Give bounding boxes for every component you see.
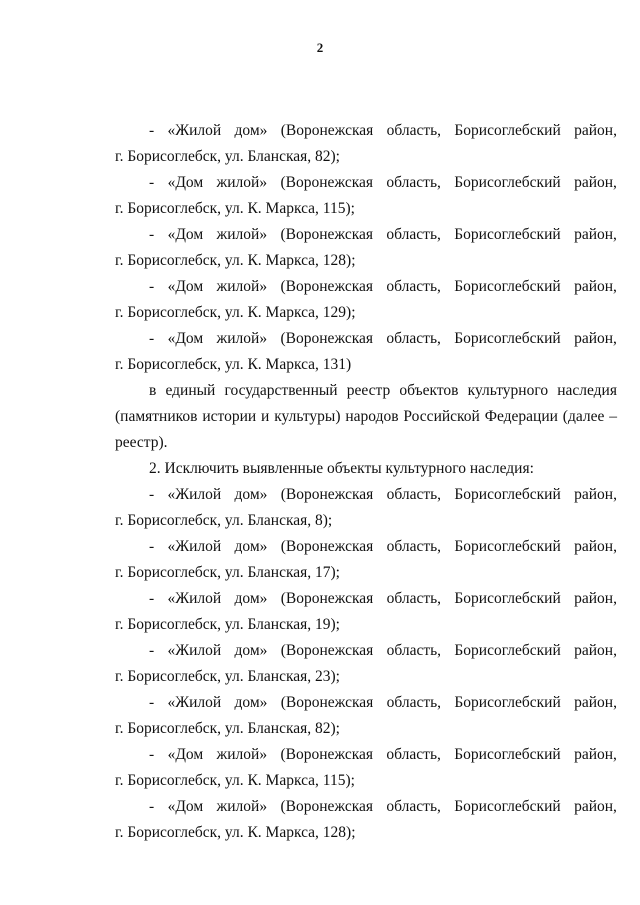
list-item-first-line <box>115 326 617 352</box>
word: (Воронежская <box>280 226 374 243</box>
word: «Дом <box>167 746 204 763</box>
word: (Воронежская <box>280 538 374 555</box>
list-item-address: г. Борисоглебск, ул. Бланская, 23); <box>115 668 340 685</box>
word: область, <box>386 174 441 191</box>
list-item-address: г. Борисоглебск, ул. К. Маркса, 129); <box>115 304 356 321</box>
word: район, <box>574 590 617 607</box>
word: «Жилой <box>167 590 222 607</box>
word: область, <box>386 746 441 763</box>
list-item-first-line <box>115 794 617 820</box>
list-item-first-line <box>115 742 617 768</box>
list-item-address: г. Борисоглебск, ул. Бланская, 17); <box>115 564 340 581</box>
word: «Дом <box>167 226 204 243</box>
word: - <box>149 590 155 607</box>
word: Борисоглебский <box>454 642 561 659</box>
word: район, <box>574 330 617 347</box>
word: жилой» <box>216 798 268 815</box>
list-item-address: г. Борисоглебск, ул. К. Маркса, 115); <box>115 200 355 217</box>
word: - <box>149 486 155 503</box>
word: «Жилой <box>167 694 222 711</box>
word: (Воронежская <box>280 330 374 347</box>
word: дом» <box>234 122 268 139</box>
word: область, <box>386 278 441 295</box>
word: «Дом <box>167 174 204 191</box>
word: область, <box>386 694 442 711</box>
word: (Воронежская <box>280 798 374 815</box>
word: область, <box>386 642 442 659</box>
word: «Дом <box>167 798 204 815</box>
word: район, <box>574 174 617 191</box>
word: Борисоглебский <box>454 174 561 191</box>
list-item-address: г. Борисоглебск, ул. К. Маркса, 131) <box>115 356 352 373</box>
list-item-address: г. Борисоглебск, ул. Бланская, 8); <box>115 512 333 529</box>
word: жилой» <box>216 330 268 347</box>
word: район, <box>574 122 617 139</box>
word: район, <box>574 538 617 555</box>
word: (Воронежская <box>280 278 374 295</box>
list-item-first-line <box>115 586 617 612</box>
list-item-address: г. Борисоглебск, ул. К. Маркса, 115); <box>115 772 355 789</box>
word: дом» <box>234 486 268 503</box>
list-item-first-line <box>115 638 617 664</box>
word: Борисоглебский <box>454 538 561 555</box>
registry-paragraph: в единый государственный реестр объектов культурного наследия (памятников истории и культуры) народов Российской Федерации (далее – реестр). <box>115 382 617 451</box>
word: (Воронежская <box>280 174 374 191</box>
word: жилой» <box>216 226 268 243</box>
list-item-address: г. Борисоглебск, ул. К. Маркса, 128); <box>115 824 356 841</box>
word: Борисоглебский <box>454 746 561 763</box>
word: (Воронежская <box>280 694 374 711</box>
word: Борисоглебский <box>454 330 561 347</box>
word: район, <box>574 486 617 503</box>
word: район, <box>574 746 617 763</box>
list-item-first-line <box>115 274 617 300</box>
word: «Дом <box>167 330 204 347</box>
list-item-first-line <box>115 534 617 560</box>
word: (Воронежская <box>280 486 374 503</box>
list-item-first-line <box>115 482 617 508</box>
word: область, <box>386 538 442 555</box>
word: - <box>149 226 155 243</box>
list-item-first-line <box>115 118 617 144</box>
word: район, <box>574 642 617 659</box>
word: жилой» <box>216 278 268 295</box>
word: область, <box>386 226 441 243</box>
word: «Жилой <box>167 122 222 139</box>
word: область, <box>386 122 442 139</box>
page-number: 2 <box>316 40 324 55</box>
list-item-first-line <box>115 170 617 196</box>
word: - <box>149 798 155 815</box>
word: дом» <box>234 590 268 607</box>
word: «Жилой <box>167 486 222 503</box>
word: район, <box>574 694 617 711</box>
word: район, <box>574 226 617 243</box>
word: Борисоглебский <box>454 226 561 243</box>
word: Борисоглебский <box>454 486 561 503</box>
word: - <box>149 746 155 763</box>
list-a <box>115 118 617 378</box>
word: Борисоглебский <box>454 798 561 815</box>
list-item-address: г. Борисоглебск, ул. Бланская, 82); <box>115 720 340 737</box>
word: дом» <box>234 538 268 555</box>
word: «Жилой <box>167 642 222 659</box>
word: (Воронежская <box>280 642 374 659</box>
list-item-address: г. Борисоглебск, ул. Бланская, 82); <box>115 148 340 165</box>
word: область, <box>386 590 442 607</box>
word: район, <box>574 798 617 815</box>
word: область, <box>386 798 441 815</box>
document-body <box>115 118 617 846</box>
word: Борисоглебский <box>454 278 561 295</box>
word: - <box>149 642 155 659</box>
list-item-first-line <box>115 222 617 248</box>
word: жилой» <box>216 746 268 763</box>
word: - <box>149 538 155 555</box>
word: - <box>149 278 155 295</box>
word: Борисоглебский <box>454 590 561 607</box>
word: дом» <box>234 642 268 659</box>
word: - <box>149 694 155 711</box>
word: (Воронежская <box>280 590 374 607</box>
word: Борисоглебский <box>454 694 561 711</box>
word: район, <box>574 278 617 295</box>
list-item-address: г. Борисоглебск, ул. К. Маркса, 128); <box>115 252 356 269</box>
word: область, <box>386 330 441 347</box>
word: - <box>149 122 155 139</box>
word: область, <box>386 486 442 503</box>
word: жилой» <box>216 174 268 191</box>
word: дом» <box>234 694 268 711</box>
item2-heading: 2. Исключить выявленные объекты культурного наследия: <box>149 460 534 477</box>
word: (Воронежская <box>280 122 374 139</box>
word: «Дом <box>167 278 204 295</box>
word: «Жилой <box>167 538 222 555</box>
list-item-address: г. Борисоглебск, ул. Бланская, 19); <box>115 616 340 633</box>
word: Борисоглебский <box>454 122 561 139</box>
list-item-first-line <box>115 690 617 716</box>
word: - <box>149 174 155 191</box>
word: (Воронежская <box>280 746 374 763</box>
word: - <box>149 330 155 347</box>
list-b <box>115 482 617 846</box>
